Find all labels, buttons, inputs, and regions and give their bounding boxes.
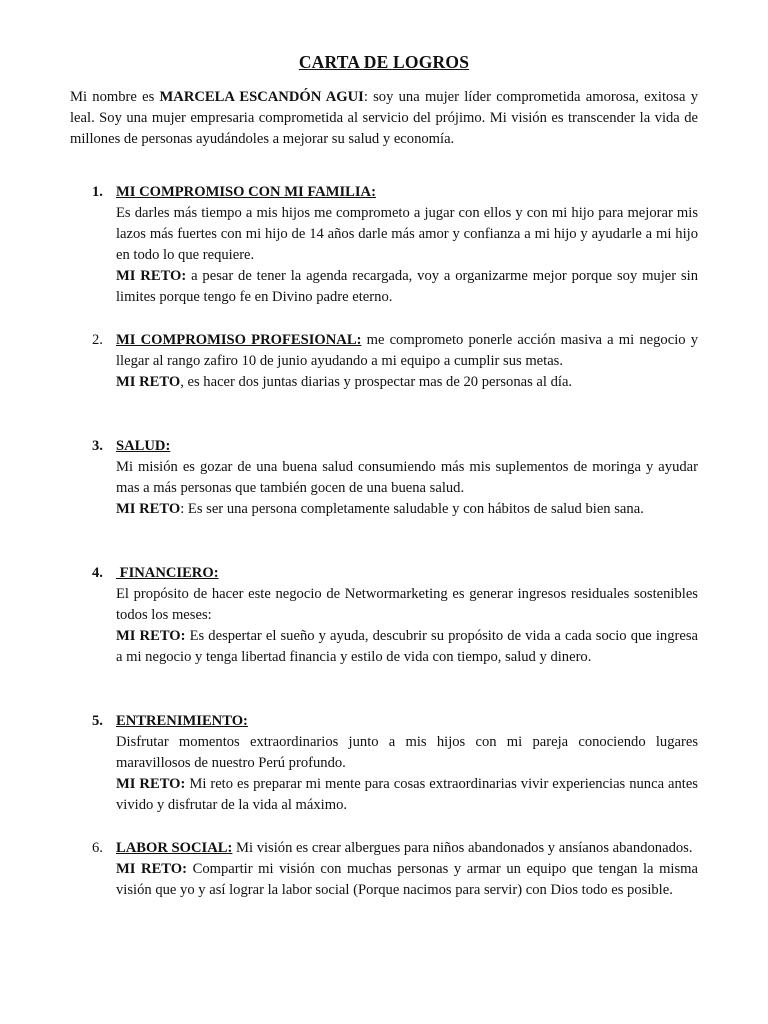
section-reto xyxy=(116,372,698,393)
section-heading-line xyxy=(116,838,698,859)
section-reto xyxy=(116,499,698,520)
section-heading: ENTRENIMIENTO: xyxy=(116,713,248,729)
section-text: Es darles más tiempo a mis hijos me comprometo a jugar con ellos y con mi hijo para mejorar mis lazos más fuertes con mi hijo de 14 años darle más amor y confianza a mi hijo y ayudarle a mi hijo en todo lo que requiere. xyxy=(116,205,698,263)
section-health xyxy=(70,436,698,520)
reto-label: MI RETO: xyxy=(116,628,186,644)
section-professional xyxy=(70,330,698,393)
section-financial xyxy=(70,563,698,668)
reto-text: Es despertar el sueño y ayuda, descubrir su propósito de vida a cada socio que ingresa a mi negocio y tenga libertad financia y estilo de vida con tiempo, salud y dinero. xyxy=(116,628,698,665)
section-heading: FINANCIERO: xyxy=(116,565,219,581)
intro-text: : soy una mujer líder comprometida amorosa, exitosa y leal. Soy una mujer empresaria comprometida al servicio del prójimo. Mi visión es transcender la vida de millones de personas ayudándoles a mejorar su salud y economía. xyxy=(70,89,698,147)
section-heading-line xyxy=(116,711,698,732)
reto-text: Compartir mi visión con muchas personas y armar un equipo que tengan la misma visión que yo y así lograr la labor social (Porque nacimos para servir) con Dios todo es posible. xyxy=(116,861,698,898)
section-reto xyxy=(116,626,698,668)
section-heading-text: me comprometo ponerle acción masiva a mi negocio y llegar al rango zafiro 10 de junio ayudando a mi equipo a cumplir sus metas. xyxy=(116,332,698,369)
reto-label: MI RETO xyxy=(116,374,181,390)
section-text: Disfrutar momentos extraordinarios junto a mis hijos con mi pareja conociendo lugares maravillosos de nuestro Perú profundo. xyxy=(116,734,698,771)
section-number: 3. xyxy=(92,438,103,454)
section-heading-line xyxy=(116,436,698,457)
section-reto xyxy=(116,266,698,308)
section-heading: MI COMPROMISO CON MI FAMILIA: xyxy=(116,184,376,200)
reto-label: MI RETO: xyxy=(116,776,186,792)
section-number: 5. xyxy=(92,713,103,729)
reto-text: a pesar de tener la agenda recargada, voy a organizarme mejor porque soy mujer sin limites porque tengo fe en Divino padre eterno. xyxy=(116,268,698,305)
section-text: El propósito de hacer este negocio de Networmarketing es generar ingresos residuales sostenibles todos los meses: xyxy=(116,586,698,623)
section-heading: LABOR SOCIAL: xyxy=(116,840,233,856)
reto-label: MI RETO: xyxy=(116,861,187,877)
page-title: CARTA DE LOGROS xyxy=(298,52,470,72)
reto-text: Mi reto es preparar mi mente para cosas extraordinarias vivir experiencias nunca antes vivido y disfrutar de la vida al máximo. xyxy=(116,776,698,813)
section-heading-line xyxy=(116,330,698,372)
intro-paragraph xyxy=(70,87,698,150)
section-number: 4. xyxy=(92,565,103,581)
reto-text: , es hacer dos juntas diarias y prospectar mas de 20 personas al día. xyxy=(180,374,573,390)
section-heading: SALUD: xyxy=(116,438,171,454)
section-heading: MI COMPROMISO PROFESIONAL: xyxy=(116,332,362,348)
section-reto xyxy=(116,859,698,901)
section-reto xyxy=(116,774,698,816)
reto-text: : Es ser una persona completamente saludable y con hábitos de salud bien sana. xyxy=(180,501,644,517)
section-social xyxy=(70,838,698,901)
section-number: 1. xyxy=(92,184,103,200)
reto-label: MI RETO: xyxy=(116,268,187,284)
section-family xyxy=(70,182,698,308)
section-heading-line xyxy=(116,563,698,584)
section-text: Mi misión es gozar de una buena salud consumiendo más mis suplementos de moringa y ayudar mas a más personas que también gocen de una buena salud. xyxy=(116,459,698,496)
reto-label: MI RETO xyxy=(116,501,181,517)
section-heading-line xyxy=(116,182,698,203)
intro-lead: Mi nombre es xyxy=(70,89,160,105)
author-name: MARCELA ESCANDÓN AGUI xyxy=(159,89,364,105)
section-number: 6. xyxy=(92,840,103,856)
section-entertainment xyxy=(70,711,698,816)
section-number: 2. xyxy=(92,332,103,348)
section-heading-text: Mi visión es crear albergues para niños abandonados y ansíanos abandonados. xyxy=(232,840,693,856)
